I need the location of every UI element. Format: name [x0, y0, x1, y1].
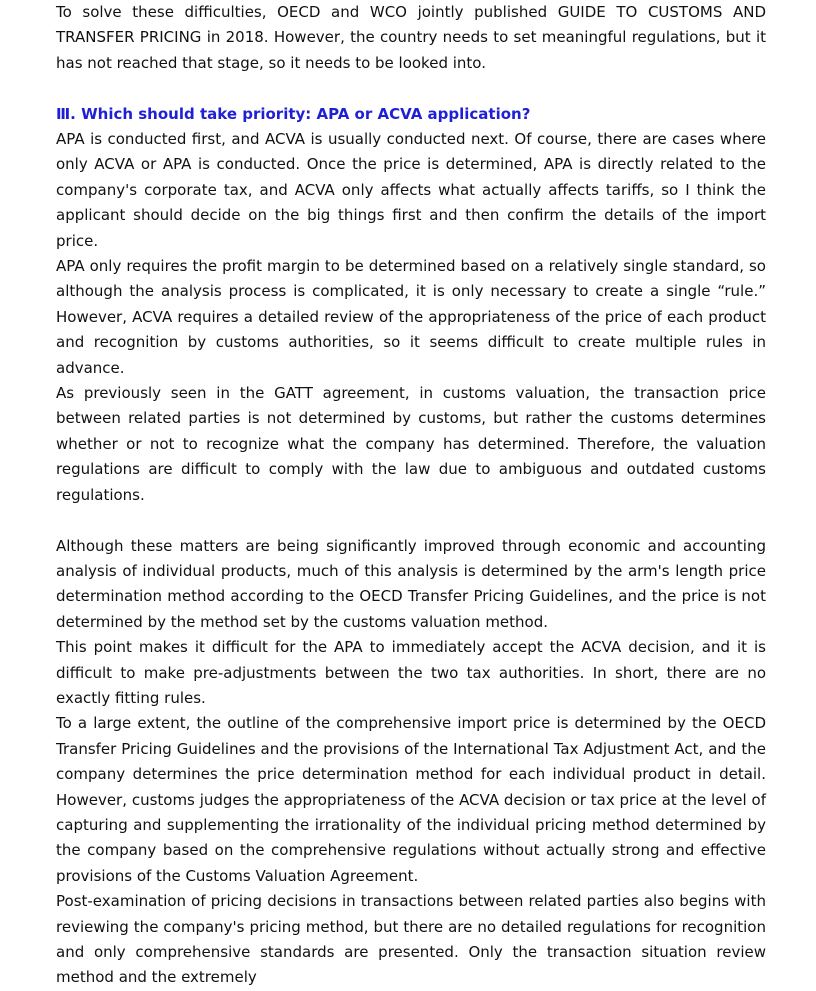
intro-paragraph: To solve these difficulties, OECD and WCO jointly published GUIDE TO CUSTOMS AND TRANSFER PRICING in 2018. However, the country needs to set meaningful regulations, but it has not reached that stage, so it needs to be looked into.	[56, 3, 766, 72]
later-paragraph-3: To a large extent, the outline of the comprehensive import price is determined by the OECD Transfer Pricing Guidelines and the provisions of the International Tax Adjustment Act, and the company determines the price determination method for each individual product in detail. However, customs judges the appropriateness of the ACVA decision or tax price at the level of capturing and supplementing the irrationality of the individual pricing method determined by the company based on the comprehensive regulations without actually strong and effective provisions of the Customs Valuation Agreement.	[56, 714, 766, 885]
paragraph-spacer	[56, 508, 766, 533]
section-paragraph-3: As previously seen in the GATT agreement, in customs valuation, the transaction price between related parties is not determined by customs, but rather the customs determines whether or not to recognize what the company has determined. Therefore, the valuation regulations are difficult to comply with the law due to ambiguous and outdated customs regulations.	[56, 384, 766, 504]
later-paragraph-1: Although these matters are being significantly improved through economic and accounting analysis of individual products, much of this analysis is determined by the arm's length price determination method according to the OECD Transfer Pricing Guidelines, and the price is not determined by the method set by the customs valuation method.	[56, 536, 766, 631]
later-paragraph-2: This point makes it difficult for the APA to immediately accept the ACVA decision, and it is difficult to make pre-adjustments between the two tax authorities. In short, there are no exactly fitting rules.	[56, 638, 766, 707]
later-paragraph-4: Post-examination of pricing decisions in transactions between related parties also begins with reviewing the company's pricing method, but there are no detailed regulations for recognition and only comprehensive standards are presented. Only the transaction situation review method and the extremely	[56, 892, 766, 987]
document-body	[56, 0, 766, 991]
section-heading: Ⅲ. Which should take priority: APA or ACVA application?	[56, 104, 531, 123]
paragraph-spacer	[56, 76, 766, 101]
section-paragraph-2: APA only requires the profit margin to be determined based on a relatively single standard, so although the analysis process is complicated, it is only necessary to create a single “rule.” However, ACVA requires a detailed review of the appropriateness of the price of each product and recognition by customs authorities, so it seems difficult to create multiple rules in advance.	[56, 257, 766, 377]
section-paragraph-1: APA is conducted first, and ACVA is usually conducted next. Of course, there are cases where only ACVA or APA is conducted. Once the price is determined, APA is directly related to the company's corporate tax, and ACVA only affects what actually affects tariffs, so I think the applicant should decide on the big things first and then confirm the details of the import price.	[56, 130, 766, 250]
